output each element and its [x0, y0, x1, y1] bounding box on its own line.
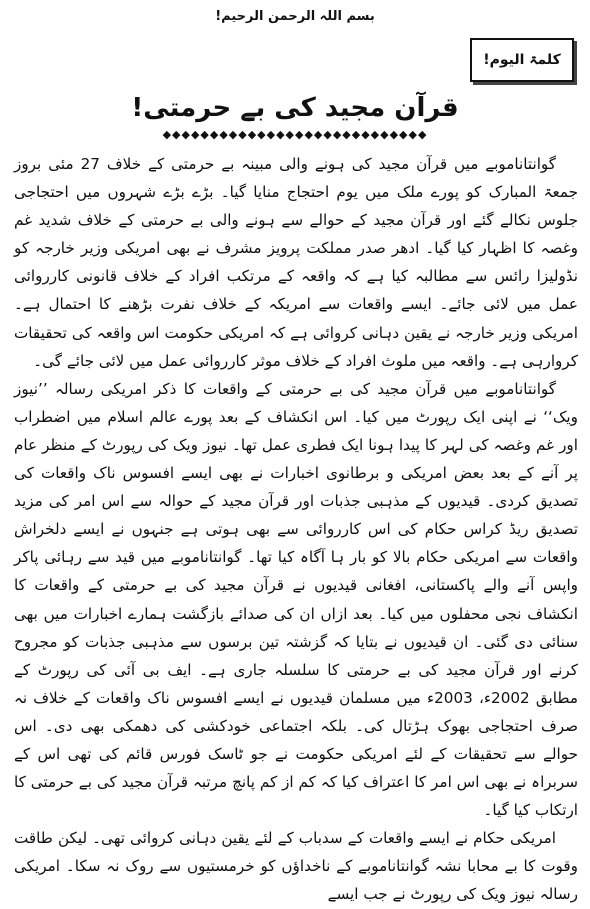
bismillah-heading: بسم اللہ الرحمن الرحیم! [215, 9, 375, 24]
article-paragraph: گوانتاناموبے میں قرآن مجید کی بے حرمتی کے واقعات کا ذکر امریکی رسالہ ’’نیوز ویک‘‘ نے اپنی ایک رپورٹ میں کیا۔ اس انکشاف کے بعد پورے عالم اسلام میں اضطراب اور غم وغصہ کی لہر کا پیدا ہونا ایک فطری عمل تھا۔ نیوز ویک کی رپورٹ کے منظر عام پر آنے کے بعد بعض امریکی و برطانوی اخبارات نے بھی ایسے افسوس ناک واقعات کی تصدیق کردی۔ قیدیوں کے مذہبی جذبات اور قرآن مجید کے حوالہ سے اس امر کی مزید تصدیق ریڈ کراس حکام کی اس کارروائی سے بھی ہوتی ہے جنہوں نے ایسے دلخراش واقعات سے امریکی حکام بالا کو بار ہا آگاہ کیا تھا۔ گوانتاناموبے میں قید سے رہائی پاکر واپس آنے والے پاکستانی، افغانی قیدیوں نے قرآن مجید کی بے حرمتی کے واقعات کا انکشاف نجی محفلوں میں کیا۔ بعد ازاں ان کی صدائے بازگشت ہمارے اخبارات میں بھی سنائی دی گئی۔ ان قیدیوں نے بتایا کہ گزشتہ تین برسوں سے مذہبی جذبات کو مجروح کرنے اور قرآن مجید کی بے حرمتی کا سلسلہ جاری ہے۔ ایف بی آئی کی رپورٹ کے مطابق 2002ء، 2003ء میں مسلمان قیدیوں نے ایسے افسوس ناک واقعات کے خلاف نہ صرف احتجاجی بھوک ہڑتال کی۔ بلکہ اجتماعی خودکشی کی دھمکی بھی دی۔ اس حوالے سے تحقیقات کے لئے امریکی حکومت نے جو ٹاسک فورس قائم کی تھی اس کے سربراہ نے بھی اس امر کا اعتراف کیا کہ کم از کم پانچ مرتبہ قرآن مجید کی بے حرمتی کا ارتکاب کیا گیا۔ [14, 379, 578, 820]
article-paragraph: امریکی حکام نے ایسے واقعات کے سدباب کے لئے یقین دہانی کروائی تھی۔ لیکن طاقت وقوت کا بے محابا نشہ گوانتاناموبے کے ناخداؤں کو خرمستیوں سے روک نہ سکا۔ امریکی رسالہ نیوز ویک کی رپورٹ نے جب ایسے [14, 829, 578, 904]
article-paragraph: گوانتاناموبے میں قرآن مجید کی ہونے والی مبینہ بے حرمتی کے خلاف 27 مئی بروز جمعۃ المبارک کو پورے ملک میں یوم احتجاج منایا گیا۔ بڑے بڑے شہروں میں احتجاجی جلوس نکالے گئے اور قرآن مجید کے حوالے سے ہونے والی بے حرمتی کے خلاف شدید غم وغصہ کا اظہار کیا گیا۔ ادھر صدر مملکت پرویز مشرف نے بھی امریکی وزیر خارجہ کو نڈولیزا رائس سے مطالبہ کیا ہے کہ واقعہ کے مرتکب افراد کے خلاف قانونی کارروائی عمل میں لائی جائے۔ ایسے واقعات سے امریکہ کے خلاف نفرت بڑھنے کا احتمال ہے۔ امریکی وزیر خارجہ نے یقین دہانی کروائی ہے کہ امریکی حکومت اس واقعہ کی تحقیقات کروارہی ہے۔ واقعہ میں ملوث افراد کے خلاف موثر کارروائی عمل میں لائی جائے گی۔ [14, 155, 578, 370]
column-label-box [470, 38, 574, 82]
column-label: کلمۃ الیوم! [483, 52, 561, 68]
article-body [14, 150, 578, 904]
title-ornament-divider: ◆◆◆◆◆◆◆◆◆◆◆◆◆◆◆◆◆◆◆◆◆◆◆◆◆◆◆◆ [162, 128, 428, 141]
article-title: قرآن مجید کی بے حرمتی! [131, 93, 459, 123]
